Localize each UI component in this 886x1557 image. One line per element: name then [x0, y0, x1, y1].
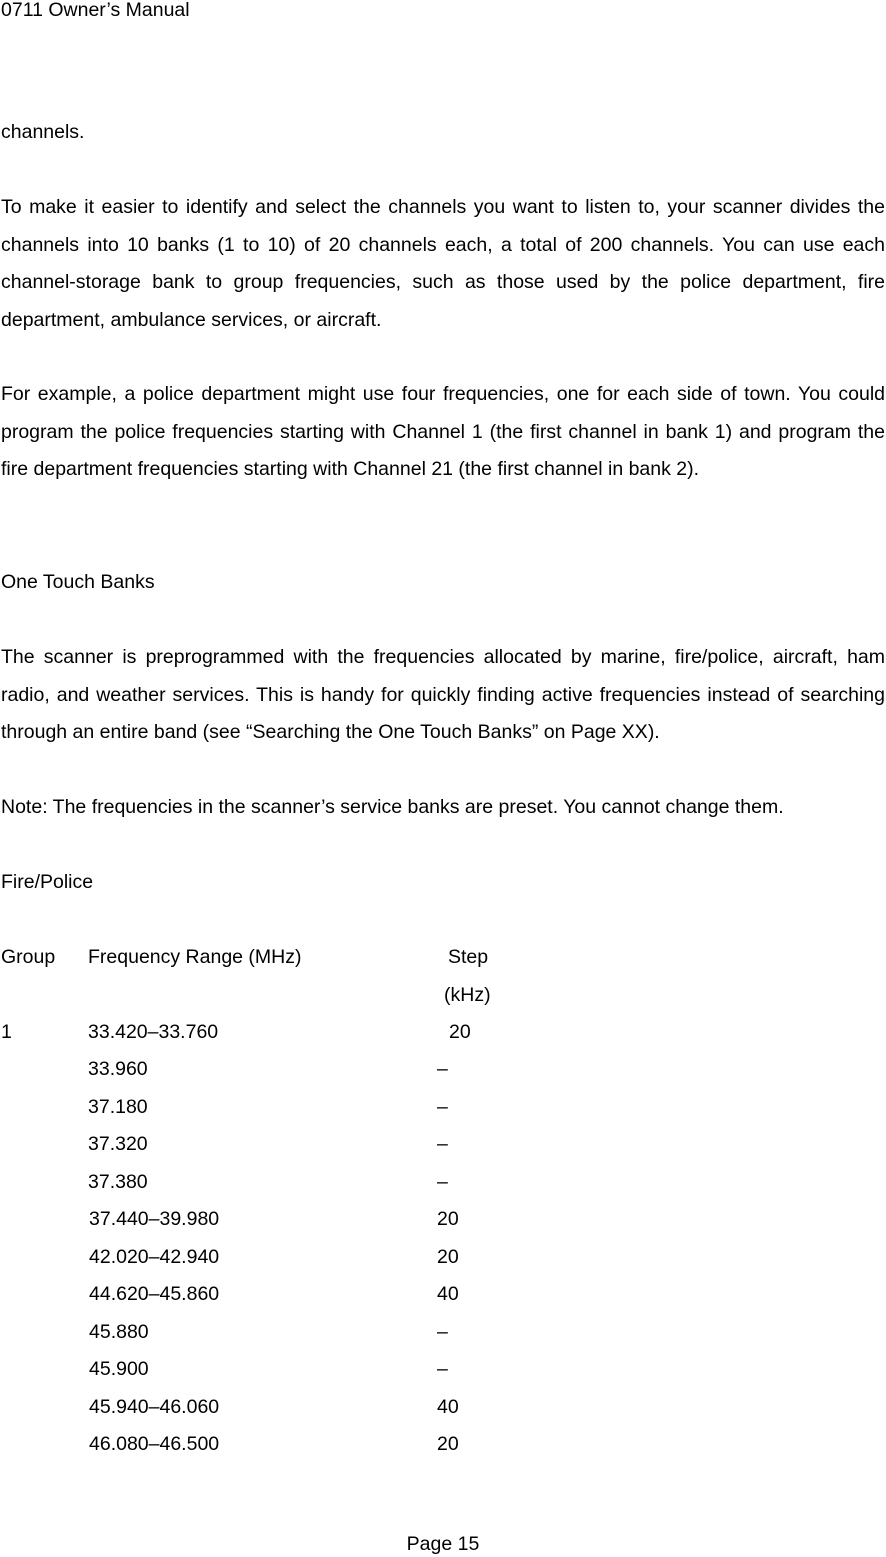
table-cell-frequency: 46.080–46.500: [89, 1433, 220, 1455]
table-cell-frequency: 42.020–42.940: [89, 1246, 220, 1268]
paragraph-banks-intro: To make it easier to identify and select the channels you want to listen to, your scanner divides the channels into 10 banks (1 to 10) of 20 channels each, a total of 200 channels. You can use each channel-storage bank to group frequencies, such as those used by the police department, fire department, ambulance services, or aircraft.: [1, 196, 885, 331]
table-cell-frequency: 37.180: [88, 1096, 148, 1118]
table-cell-frequency: 33.420–33.760: [88, 1021, 219, 1043]
table-cell-frequency: 37.440–39.980: [89, 1208, 220, 1230]
table-cell-frequency: 33.960: [88, 1058, 148, 1080]
note-text: Note: The frequencies in the scanner’s service banks are preset. You cannot change them.: [1, 796, 784, 818]
table-header-step-unit: (kHz): [444, 984, 491, 1006]
paragraph-example: For example, a police department might use four frequencies, one for each side of town. You could program the police frequencies starting with Channel 1 (the first channel in bank 1) and program the fire department frequencies starting with Channel 21 (the first channel in bank 2).: [1, 383, 885, 480]
table-cell-frequency: 37.380: [88, 1171, 148, 1193]
table-cell-step: 40: [437, 1283, 459, 1305]
table-cell-frequency: 45.900: [89, 1358, 149, 1380]
table-cell-step: –: [437, 1058, 448, 1080]
table-cell-frequency: 45.940–46.060: [89, 1396, 220, 1418]
page-number: Page 15: [406, 1533, 480, 1555]
running-header: 0711 Owner’s Manual: [1, 0, 190, 21]
table-header-frequency: Frequency Range (MHz): [88, 946, 302, 968]
table-header-step: Step: [448, 946, 489, 968]
subheading-fire-police: Fire/Police: [1, 871, 94, 893]
table-cell-frequency: 37.320: [88, 1133, 148, 1155]
table-header-group: Group: [1, 946, 56, 968]
section-heading-one-touch-banks: One Touch Banks: [1, 571, 155, 593]
table-cell-step: –: [437, 1358, 448, 1380]
paragraph-continuation: channels.: [1, 121, 85, 143]
table-cell-step: 20: [437, 1208, 459, 1230]
table-cell-step: 40: [437, 1396, 459, 1418]
table-cell-step: –: [437, 1321, 448, 1343]
table-cell-step: 20: [437, 1246, 459, 1268]
table-cell-frequency: 45.880: [89, 1321, 149, 1343]
table-cell-step: –: [437, 1171, 448, 1193]
paragraph-preprogrammed: The scanner is preprogrammed with the frequencies allocated by marine, fire/police, aircraft, ham radio, and weather services. This is handy for quickly finding active frequencies instead of searching through an entire band (see “Searching the One Touch Banks” on Page XX).: [1, 646, 885, 743]
table-cell-group: 1: [1, 1021, 12, 1043]
table-cell-step: 20: [449, 1021, 471, 1043]
table-cell-step: 20: [437, 1433, 459, 1455]
table-cell-step: –: [437, 1096, 448, 1118]
table-cell-step: –: [437, 1133, 448, 1155]
table-cell-frequency: 44.620–45.860: [89, 1283, 220, 1305]
